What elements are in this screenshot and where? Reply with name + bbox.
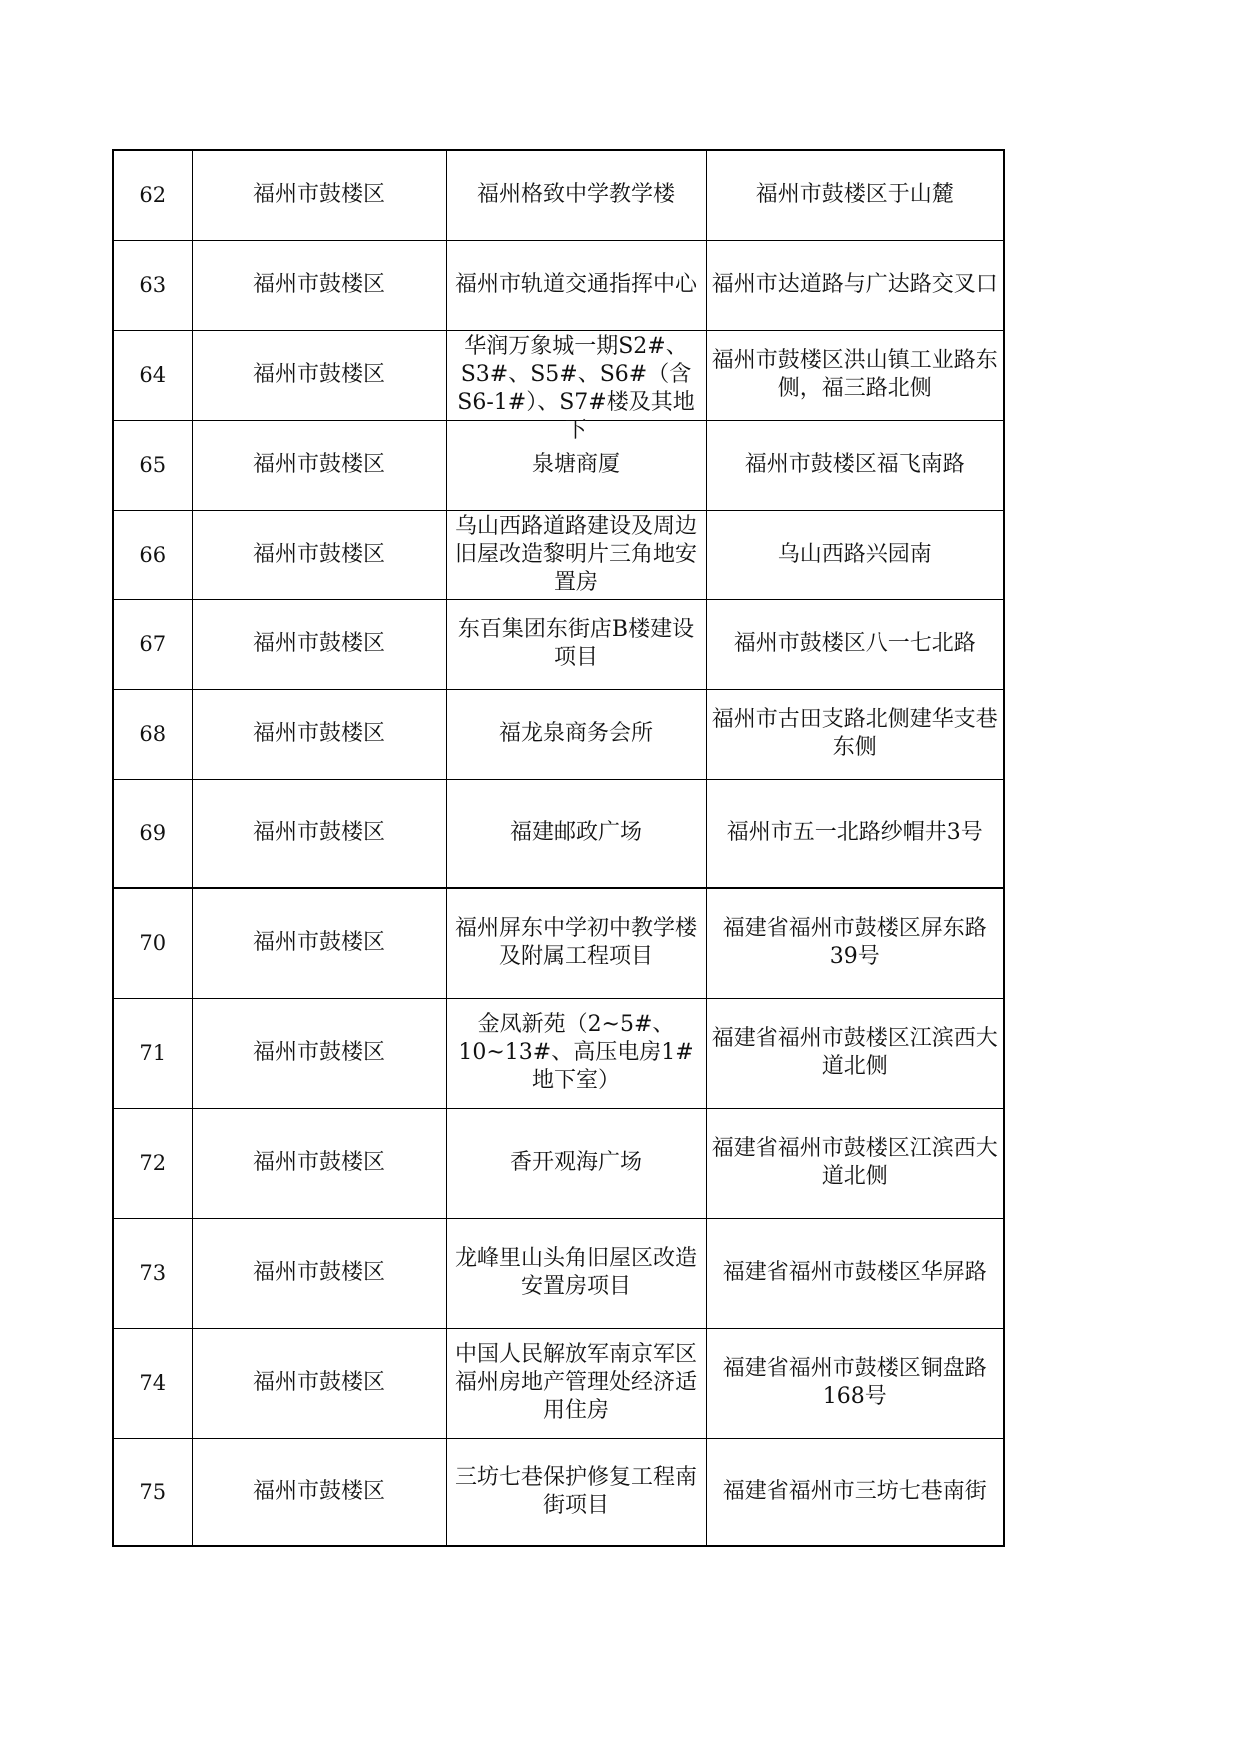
table-row xyxy=(113,779,1004,888)
table-row xyxy=(113,998,1004,1108)
row-number: 70 xyxy=(113,888,192,998)
address-cell: 福州市鼓楼区洪山镇工业路东侧，福三路北侧 xyxy=(706,330,1004,420)
address-cell: 福建省福州市鼓楼区江滨西大道北侧 xyxy=(706,998,1004,1108)
row-number: 65 xyxy=(113,420,192,510)
row-number: 72 xyxy=(113,1108,192,1218)
address-cell: 福州市古田支路北侧建华支巷东侧 xyxy=(706,689,1004,779)
district-cell: 福州市鼓楼区 xyxy=(192,1438,446,1546)
project-name-cell: 乌山西路道路建设及周边旧屋改造黎明片三角地安置房 xyxy=(446,510,706,599)
project-name-cell: 福州市轨道交通指挥中心 xyxy=(446,240,706,330)
row-number: 73 xyxy=(113,1218,192,1328)
table-row xyxy=(113,420,1004,510)
row-number: 75 xyxy=(113,1438,192,1546)
row-number: 74 xyxy=(113,1328,192,1438)
district-cell: 福州市鼓楼区 xyxy=(192,888,446,998)
table-row xyxy=(113,1438,1004,1546)
address-cell: 福州市五一北路纱帽井3号 xyxy=(706,779,1004,888)
table-row xyxy=(113,510,1004,599)
table-row xyxy=(113,1328,1004,1438)
project-name-cell: 泉塘商厦 xyxy=(446,420,706,510)
district-cell: 福州市鼓楼区 xyxy=(192,420,446,510)
project-name-cell: 金凤新苑（2~5#、10~13#、高压电房1#地下室） xyxy=(446,998,706,1108)
project-name-text: 华润万象城一期S2#、S3#、S5#、S6#（含S6-1#）、S7#楼及其地下 xyxy=(457,334,695,443)
address-cell: 福建省福州市鼓楼区江滨西大道北侧 xyxy=(706,1108,1004,1218)
project-table xyxy=(112,149,1005,1547)
row-number: 64 xyxy=(113,330,192,420)
project-name-cell: 东百集团东街店B楼建设项目 xyxy=(446,599,706,689)
project-name-cell: 龙峰里山头角旧屋区改造安置房项目 xyxy=(446,1218,706,1328)
address-cell: 福州市鼓楼区八一七北路 xyxy=(706,599,1004,689)
table-row xyxy=(113,599,1004,689)
row-number: 66 xyxy=(113,510,192,599)
district-cell: 福州市鼓楼区 xyxy=(192,1328,446,1438)
row-number: 67 xyxy=(113,599,192,689)
address-cell: 福建省福州市鼓楼区铜盘路168号 xyxy=(706,1328,1004,1438)
row-number: 68 xyxy=(113,689,192,779)
project-name-cell: 中国人民解放军南京军区福州房地产管理处经济适用住房 xyxy=(446,1328,706,1438)
project-name-cell: 福龙泉商务会所 xyxy=(446,689,706,779)
district-cell: 福州市鼓楼区 xyxy=(192,779,446,888)
address-cell: 乌山西路兴园南 xyxy=(706,510,1004,599)
district-cell: 福州市鼓楼区 xyxy=(192,510,446,599)
row-number: 69 xyxy=(113,779,192,888)
district-cell: 福州市鼓楼区 xyxy=(192,240,446,330)
project-name-cell: 福州屏东中学初中教学楼及附属工程项目 xyxy=(446,888,706,998)
project-name-cell: 福建邮政广场 xyxy=(446,779,706,888)
address-cell: 福州市达道路与广达路交叉口 xyxy=(706,240,1004,330)
table-row xyxy=(113,1108,1004,1218)
project-name-cell: 福州格致中学教学楼 xyxy=(446,150,706,240)
table-row xyxy=(113,888,1004,998)
row-number: 63 xyxy=(113,240,192,330)
district-cell: 福州市鼓楼区 xyxy=(192,1108,446,1218)
row-number: 62 xyxy=(113,150,192,240)
district-cell: 福州市鼓楼区 xyxy=(192,150,446,240)
district-cell: 福州市鼓楼区 xyxy=(192,330,446,420)
district-cell: 福州市鼓楼区 xyxy=(192,599,446,689)
table-row xyxy=(113,150,1004,240)
table-row xyxy=(113,330,1004,420)
district-cell: 福州市鼓楼区 xyxy=(192,689,446,779)
project-name-cell: 香开观海广场 xyxy=(446,1108,706,1218)
district-cell: 福州市鼓楼区 xyxy=(192,998,446,1108)
table-row xyxy=(113,1218,1004,1328)
table-row xyxy=(113,689,1004,779)
address-cell: 福建省福州市鼓楼区屏东路39号 xyxy=(706,888,1004,998)
address-cell: 福州市鼓楼区于山麓 xyxy=(706,150,1004,240)
address-cell: 福建省福州市三坊七巷南街 xyxy=(706,1438,1004,1546)
table-row xyxy=(113,240,1004,330)
project-name-cell: 三坊七巷保护修复工程南街项目 xyxy=(446,1438,706,1546)
district-cell: 福州市鼓楼区 xyxy=(192,1218,446,1328)
address-cell: 福建省福州市鼓楼区华屏路 xyxy=(706,1218,1004,1328)
address-cell: 福州市鼓楼区福飞南路 xyxy=(706,420,1004,510)
project-name-cell xyxy=(446,330,706,443)
row-number: 71 xyxy=(113,998,192,1108)
